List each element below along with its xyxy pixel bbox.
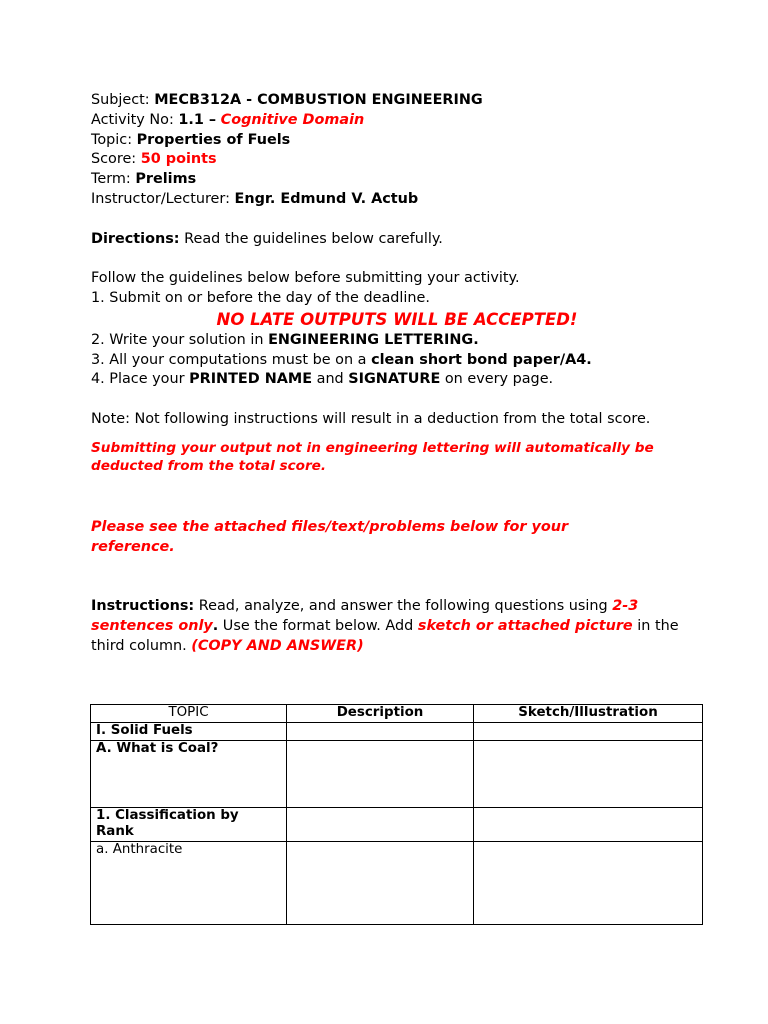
- guideline-item-2-text: 2. Write your solution in: [91, 331, 269, 348]
- sketch-cell: [474, 841, 703, 924]
- guideline-item-3-bold: clean short bond paper/A4.: [371, 351, 592, 368]
- printed-name-bold: PRINTED NAME: [189, 371, 313, 388]
- score-value: 50 points: [140, 151, 217, 168]
- sketch-cell: [474, 807, 703, 841]
- score-line: [91, 150, 703, 170]
- term-label: Term:: [91, 171, 131, 188]
- subject-label: Subject:: [91, 92, 150, 108]
- table-row: [91, 841, 703, 924]
- topic-value: Properties of Fuels: [136, 131, 291, 148]
- topic-line: [91, 131, 703, 151]
- guidelines-intro: Follow the guidelines below before submitting your activity.: [91, 270, 520, 287]
- deduction-note: Note: Not following instructions will result in a deduction from the total score.: [91, 410, 651, 427]
- row-solid-fuels: I. Solid Fuels: [91, 723, 287, 741]
- subject-value: MECB312A - COMBUSTION ENGINEERING: [154, 92, 483, 108]
- signature-bold: SIGNATURE: [348, 371, 441, 388]
- topic-label: Topic:: [91, 131, 133, 148]
- activity-number: 1.1 –: [178, 111, 217, 128]
- row-anthracite: a. Anthracite: [91, 841, 287, 924]
- guideline-item-2: [91, 331, 703, 351]
- activity-domain: Cognitive Domain: [220, 111, 365, 128]
- instructor-label: Instructor/Lecturer:: [91, 190, 230, 207]
- guideline-item-3: [91, 351, 703, 371]
- guideline-item-1: 1. Submit on or before the day of the deadline.: [91, 289, 430, 306]
- answer-cell: [287, 807, 474, 841]
- directions-text: Read the guidelines below carefully.: [184, 230, 443, 247]
- guideline-item-3-text: 3. All your computations must be on a: [91, 351, 372, 368]
- guideline-item-4-and: and: [312, 371, 349, 388]
- answer-table: [90, 704, 703, 925]
- instructions-copy-answer: (COPY AND ANSWER): [191, 637, 364, 654]
- term-value: Prelims: [135, 171, 197, 188]
- guideline-item-4-end: on every page.: [440, 371, 554, 388]
- late-outputs-warning: NO LATE OUTPUTS WILL BE ACCEPTED!: [216, 309, 578, 329]
- instructor-value: Engr. Edmund V. Actub: [234, 190, 419, 207]
- guideline-item-2-bold: ENGINEERING LETTERING.: [268, 331, 479, 348]
- reference-note: Please see the attached files/text/problems below for your reference.: [91, 518, 569, 555]
- header-sketch: Sketch/Illustration: [474, 705, 703, 723]
- header-topic: TOPIC: [91, 705, 287, 723]
- activity-line: [91, 111, 703, 131]
- instructions-text-3: in the third column.: [91, 617, 679, 654]
- term-line: [91, 170, 703, 190]
- table-header-row: [91, 705, 703, 723]
- directions-label: Directions:: [91, 230, 180, 247]
- header-description: Description: [287, 705, 474, 723]
- instructions-sketch: sketch or attached picture: [417, 617, 633, 634]
- subject-line: [91, 91, 703, 111]
- score-label: Score:: [91, 151, 137, 168]
- answer-cell: [287, 740, 474, 807]
- table-row: [91, 740, 703, 807]
- instructions-dot: .: [212, 617, 219, 634]
- table-row: [91, 807, 703, 841]
- row-what-is-coal: A. What is Coal?: [91, 740, 287, 807]
- sketch-cell: [474, 740, 703, 807]
- lettering-warning: Submitting your output not in engineering lettering will automatically be deducted from the total score.: [91, 439, 654, 475]
- activity-label: Activity No:: [91, 111, 174, 128]
- answer-cell: [287, 723, 474, 741]
- sketch-cell: [474, 723, 703, 741]
- directions-line: [91, 230, 703, 250]
- instructions-label: Instructions:: [91, 597, 195, 614]
- table-row: [91, 723, 703, 741]
- instructions-text-2: Use the format below. Add: [218, 617, 418, 634]
- answer-cell: [287, 841, 474, 924]
- row-classification: 1. Classification by Rank: [91, 807, 287, 841]
- guideline-item-4: [91, 370, 703, 390]
- document-page: [91, 91, 703, 656]
- instructions-text-1: Read, analyze, and answer the following questions using: [194, 597, 613, 614]
- instructions-sentence-limit: 2-3 sentences only: [91, 597, 639, 634]
- guideline-item-4-text: 4. Place your: [91, 371, 190, 388]
- instructions-paragraph: [91, 596, 691, 656]
- instructor-line: [91, 190, 703, 210]
